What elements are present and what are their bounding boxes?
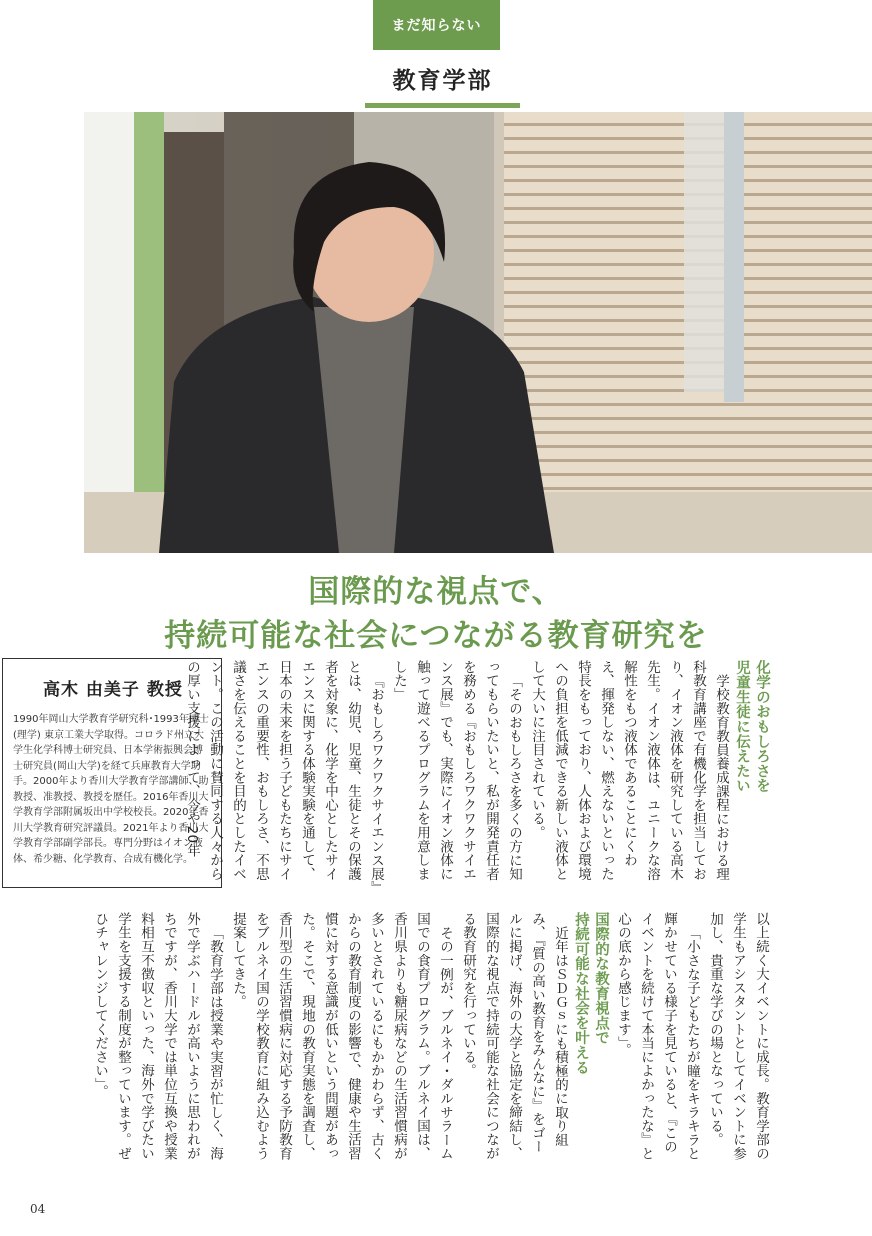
section1-heading-line1: 化学のおもしろさを — [754, 660, 770, 794]
section2-paragraph-3: 「教育学部は授業や実習が忙しく、海外で学ぶハードルが高いように思われがちですが、香川大学では単位互換や授業料相互不徴収といった、海外で学びたい学生を支援する制度が整っています。ぜひチャレンジしてください」。 — [92, 912, 223, 1161]
section2-paragraph-2: その一例が、ブルネイ・ダルサラーム国での食育プログラム。ブルネイ国は、香川県よりも糖尿病などの生活習慣病が多いとされているにもかかわらず、古くからの教育制度の影響で、健康や生活習慣に対する意識が低いという問題があった。そこで、現地の教育実態を調査し、香川型の生活習慣病に対応する予防教育をブルネイ国の学校教育に組み込むよう提案してきた。 — [230, 912, 453, 1161]
closing-quote: 「小さな子どもたちが瞳をキラキラと輝かせている様子を見ていると、『このイベントを続けて本当によかったな』と心の底から感じます」。 — [615, 912, 700, 1161]
section2-paragraph-1: 近年はＳＤＧｓにも積極的に取り組み、『質の高い教育をみんなに』をゴールに掲げ、海外の大学と協定を締結し、国際的な視点で持続可能な社会につながる教育研究を行っている。 — [460, 912, 568, 1161]
section-tab: まだ知らない — [373, 0, 500, 50]
section1-heading — [732, 660, 772, 892]
profile-name: 高木 由美子 教授 — [43, 680, 183, 700]
section1-paragraph-1: 学校教育教員養成課程における理科教育講座で有機化学を担当しており、イオン液体を研究している高木先生。イオン液体は、ユニークな溶解性をもつ液体であることにくわえ、揮発しない、燃えないといった特長をもっており、人体および環境への負担を低減できる新しい液体として大いに注目されている。 — [529, 660, 729, 881]
section1-continuation: 以上続く大イベントに成長。教育学部の学生もアシスタントとしてイベントに参加し、貴重な学びの場となっている。 — [707, 912, 769, 1161]
page-number: 04 — [30, 1202, 46, 1216]
lower-article-block — [82, 912, 772, 1162]
section1-heading-line2: 児童生徒に伝えたい — [734, 660, 750, 794]
profile-bio: 1990年岡山大学教育学研究科･1993年博士(理学) 東京工業大学取得。コロラド州立大学生化学科博士研究員、日本学術振興会博士研究員(岡山大学)を経て兵庫教育大学助手。2000年より香川大学教育学部講師、助教授、准教授、教授を歴任。2016年香川大学教育学部附属坂出中学校校長。2020年香川大学教育研究評議員。2021年より香川大学教育学部副学部長。専門分野はイオン液体、希少糖、化学教育、合成有機化学。 — [13, 714, 209, 865]
upper-article-block — [184, 660, 772, 892]
section2-heading-line2: 持続可能な社会を叶える — [573, 912, 589, 1075]
section2-heading — [571, 912, 611, 1162]
department-title: 教育学部 — [365, 62, 520, 108]
section2-heading-line1: 国際的な教育視点で — [593, 912, 609, 1046]
headline-line-2: 持続可能な社会につながる教育研究を — [164, 618, 708, 654]
section1-paragraph-2: 「そのおもしろさを多くの方に知ってもらいたいと、私が開発責任者を務める『おもしろワクワクサイエンス展』でも、実際にイオン液体に触って遊べるプログラムを用意しました」 — [391, 660, 522, 881]
professor-photo — [84, 112, 872, 553]
section1-paragraph-3: 『おもしろワクワクサイエンス展』とは、幼児、児童、生徒とその保護者を対象に、化学を中心としたサイエンスに関する体験実験を通して、日本の未来を担う子どもたちにサイエンスの重要性、おもしろさ、不思議さを伝えることを目的としたイベント。この活動に賛同する人々からの厚い支援によって、今や20年 — [184, 660, 384, 888]
headline-line-1: 国際的な視点で、 — [308, 574, 564, 610]
